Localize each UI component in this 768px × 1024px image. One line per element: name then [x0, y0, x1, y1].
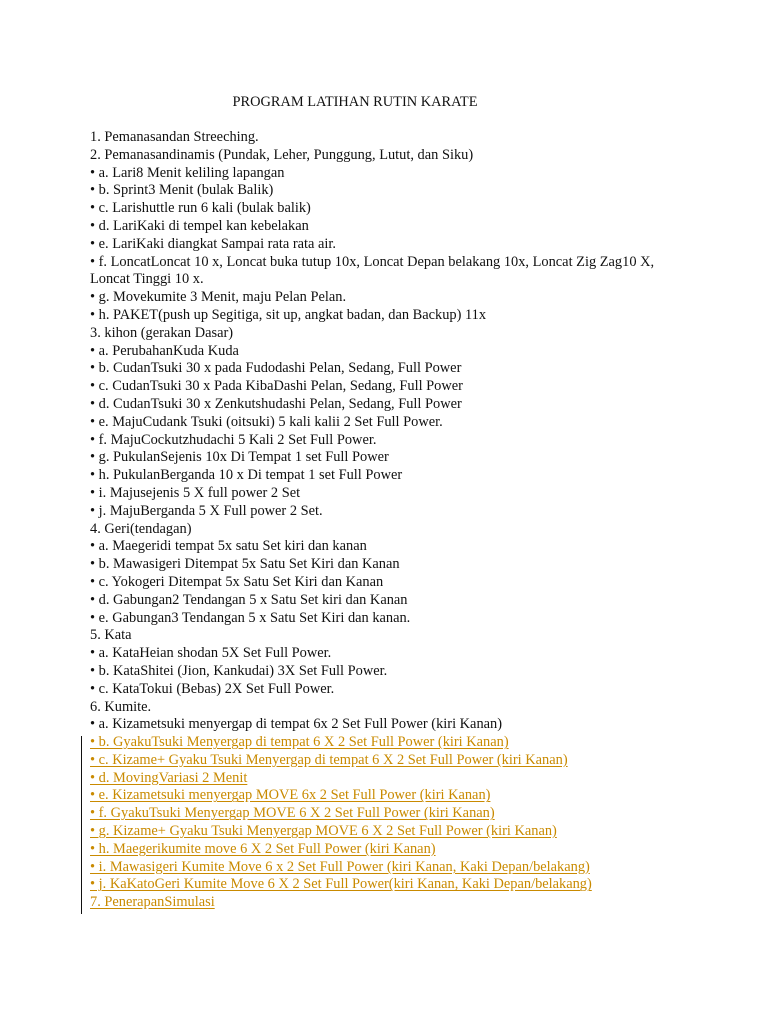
tracked-change-line: • h. Maegerikumite move 6 X 2 Set Full Power (kiri Kanan)	[90, 840, 436, 857]
document-line: • c. Yokogeri Ditempat 5x Satu Set Kiri dan Kanan	[90, 573, 384, 590]
document-line: • b. Sprint3 Menit (bulak Balik)	[90, 182, 274, 199]
document-line: • i. Majusejenis 5 X full power 2 Set	[90, 484, 301, 501]
document-line: • d. Gabungan2 Tendangan 5 x Satu Set kiri dan Kanan	[90, 591, 408, 608]
document-line: • e. Gabungan3 Tendangan 5 x Satu Set Kiri dan kanan.	[90, 609, 411, 626]
document-line: • c. KataTokui (Bebas) 2X Set Full Power.	[90, 680, 335, 697]
document-body	[90, 129, 680, 912]
page-title: PROGRAM LATIHAN RUTIN KARATE	[232, 94, 478, 110]
tracked-change-line: • d. MovingVariasi 2 Menit	[90, 769, 248, 786]
document-line: • a. KataHeian shodan 5X Set Full Power.	[90, 645, 332, 662]
document-line: • a. Lari8 Menit keliling lapangan	[90, 164, 285, 181]
document-line: • g. PukulanSejenis 10x Di Tempat 1 set Full Power	[90, 449, 389, 466]
tracked-change-line: • j. KaKatoGeri Kumite Move 6 X 2 Set Full Power(kiri Kanan, Kaki Depan/belakang)	[90, 876, 592, 893]
document-line: • g. Movekumite 3 Menit, maju Pelan Pelan.	[90, 289, 347, 306]
document-line: • f. LoncatLoncat 10 x, Loncat buka tutup 10x, Loncat Depan belakang 10x, Loncat Zig Zag10 X, Loncat Tinggi 10 x.	[90, 253, 655, 288]
document-line: • e. MajuCudank Tsuki (oitsuki) 5 kali kalii 2 Set Full Power.	[90, 413, 443, 430]
tracked-change-line: • e. Kizametsuki menyergap MOVE 6x 2 Set Full Power (kiri Kanan)	[90, 787, 491, 804]
tracked-change-line: • c. Kizame+ Gyaku Tsuki Menyergap di tempat 6 X 2 Set Full Power (kiri Kanan)	[90, 751, 568, 768]
tracked-change-line: 7. PenerapanSimulasi	[90, 894, 215, 911]
tracked-change-line: • b. GyakuTsuki Menyergap di tempat 6 X 2 Set Full Power (kiri Kanan)	[90, 734, 509, 751]
document-line: • h. PAKET(push up Segitiga, sit up, angkat badan, dan Backup) 11x	[90, 306, 487, 323]
document-line: • b. CudanTsuki 30 x pada Fudodashi Pelan, Sedang, Full Power	[90, 360, 462, 377]
document-line: • c. Larishuttle run 6 kali (bulak balik)	[90, 200, 311, 217]
document-line: • d. CudanTsuki 30 x Zenkutshudashi Pelan, Sedang, Full Power	[90, 395, 462, 412]
tracked-change-line: • i. Mawasigeri Kumite Move 6 x 2 Set Full Power (kiri Kanan, Kaki Depan/belakang)	[90, 858, 590, 875]
document-line: • f. MajuCockutzhudachi 5 Kali 2 Set Full Power.	[90, 431, 377, 448]
document-line: • a. Maegeridi tempat 5x satu Set kiri dan kanan	[90, 538, 367, 555]
document-line: • h. PukulanBerganda 10 x Di tempat 1 set Full Power	[90, 467, 403, 484]
document-line: 2. Pemanasandinamis (Pundak, Leher, Punggung, Lutut, dan Siku)	[90, 146, 474, 163]
document-line: 4. Geri(tendagan)	[90, 520, 192, 537]
document-line: • e. LariKaki diangkat Sampai rata rata air.	[90, 235, 336, 252]
document-line: • a. PerubahanKuda Kuda	[90, 342, 239, 359]
document-line: • b. Mawasigeri Ditempat 5x Satu Set Kiri dan Kanan	[90, 556, 400, 573]
document-line: • c. CudanTsuki 30 x Pada KibaDashi Pelan, Sedang, Full Power	[90, 378, 463, 395]
document-line: • b. KataShitei (Jion, Kankudai) 3X Set Full Power.	[90, 662, 388, 679]
document-line: • j. MajuBerganda 5 X Full power 2 Set.	[90, 502, 323, 519]
tracked-change-line: • f. GyakuTsuki Menyergap MOVE 6 X 2 Set Full Power (kiri Kanan)	[90, 805, 495, 822]
document-line: 1. Pemanasandan Streeching.	[90, 129, 259, 145]
tracked-change-bar	[81, 736, 82, 914]
tracked-change-line: • g. Kizame+ Gyaku Tsuki Menyergap MOVE 6 X 2 Set Full Power (kiri Kanan)	[90, 823, 557, 840]
document-line: 5. Kata	[90, 627, 132, 644]
document-line: 6. Kumite.	[90, 698, 152, 715]
document-line: • a. Kizametsuki menyergap di tempat 6x 2 Set Full Power (kiri Kanan)	[90, 716, 503, 733]
document-line: 3. kihon (gerakan Dasar)	[90, 324, 234, 341]
document-line: • d. LariKaki di tempel kan kebelakan	[90, 217, 309, 234]
